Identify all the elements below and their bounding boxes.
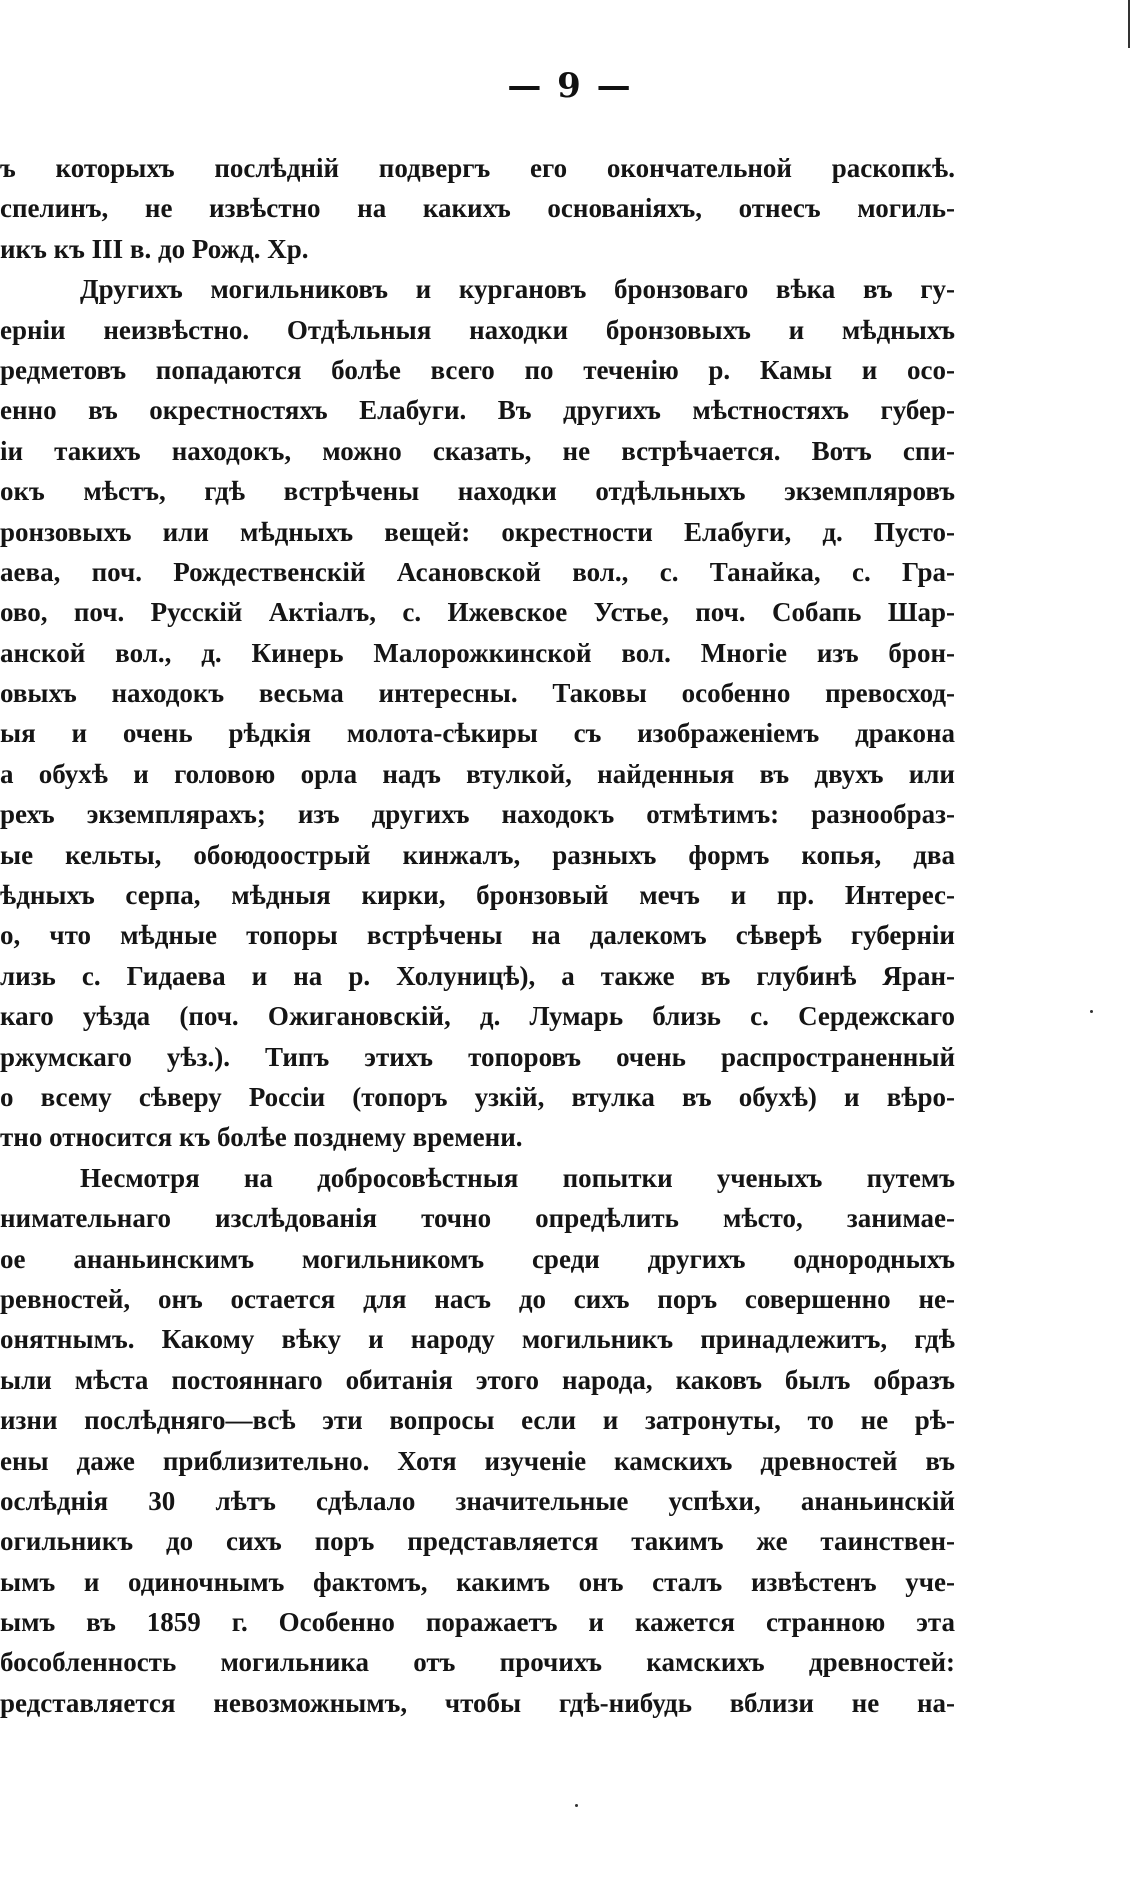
text-line: тно относится къ болѣе позднему времени.: [0, 1122, 523, 1153]
text-line: ово, поч. Русскій Актіалъ, с. Ижевское Устье, поч. Собапь Шар-: [0, 597, 955, 628]
text-line: ронзовыхъ или мѣдныхъ вещей: окрестности Елабуги, д. Пусто-: [0, 516, 955, 547]
text-line: ерніи неизвѣстно. Отдѣльныя находки бронзовыхъ и мѣдныхъ: [0, 314, 955, 345]
text-line: огильникъ до сихъ поръ представляется такимъ же таинствен-: [0, 1526, 955, 1557]
text-line: іи такихъ находокъ, можно сказать, не встрѣчается. Вотъ спи-: [0, 435, 955, 466]
text-line: ые кельты, обоюдоострый кинжалъ, разныхъ формъ копья, два: [0, 839, 955, 870]
text-line: аева, поч. Рождественскій Асановской вол., с. Танайка, с. Гра-: [0, 556, 955, 587]
text-line: ыя и очень рѣдкія молота-сѣкиры съ изображеніемъ дракона: [0, 718, 955, 749]
body-text: [0, 148, 955, 1723]
text-line: ъ которыхъ послѣдній подвергъ его окончательной раскопкѣ.: [0, 153, 955, 183]
page-edge-line: [1128, 0, 1130, 48]
page-number: — 9 —: [507, 66, 633, 106]
text-line: ржумскаго уѣз.). Типъ этихъ топоровъ очень распространенный: [0, 1041, 955, 1072]
text-line: анской вол., д. Кинерь Малорожкинской вол. Многіе изъ брон-: [0, 637, 955, 668]
print-speck: [1090, 1010, 1093, 1013]
text-line: ены даже приблизительно. Хотя изученіе камскихъ древностей въ: [0, 1445, 955, 1476]
text-line: о, что мѣдные топоры встрѣчены на далекомъ сѣверѣ губерніи: [0, 920, 955, 951]
text-line: ревностей, онъ остается для насъ до сихъ поръ совершенно не-: [0, 1283, 955, 1314]
print-speck: [575, 1804, 578, 1807]
text-line: ѣдныхъ серпа, мѣдныя кирки, бронзовый мечъ и пр. Интерес-: [0, 880, 955, 911]
text-line: икъ къ III в. до Рожд. Хр.: [0, 233, 309, 264]
text-line: каго уѣзда (поч. Ожигановскій, д. Лумарь близь с. Сердежскаго: [0, 1001, 955, 1032]
text-line: Другихъ могильниковъ и кургановъ бронзоваго вѣка въ гу-: [80, 274, 955, 305]
text-line: спелинъ, не извѣстно на какихъ основаніяхъ, отнесъ могиль-: [0, 193, 955, 224]
text-line: а обухѣ и головою орла надъ втулкой, найденныя въ двухъ или: [0, 758, 955, 789]
text-line: рехъ экземплярахъ; изъ другихъ находокъ отмѣтимъ: разнообраз-: [0, 799, 955, 830]
text-line: онятнымъ. Какому вѣку и народу могильникъ принадлежитъ, гдѣ: [0, 1324, 955, 1355]
text-line: о всему сѣверу Россіи (топоръ узкій, втулка въ обухѣ) и вѣро-: [0, 1081, 955, 1112]
text-line: изни послѣдняго—всѣ эти вопросы если и затронуты, то не рѣ-: [0, 1405, 955, 1436]
text-line: редметовъ попадаются болѣе всего по теченію р. Камы и осо-: [0, 354, 955, 385]
text-line: нимательнаго изслѣдованія точно опредѣлить мѣсто, занимае-: [0, 1203, 955, 1234]
text-line: енно въ окрестностяхъ Елабуги. Въ другихъ мѣстностяхъ губер-: [0, 395, 955, 426]
text-line: ымъ и одиночнымъ фактомъ, какимъ онъ сталъ извѣстенъ уче-: [0, 1566, 955, 1597]
text-line: Несмотря на добросовѣстныя попытки ученыхъ путемъ: [80, 1162, 955, 1193]
text-line: овыхъ находокъ весьма интересны. Таковы особенно превосход-: [0, 678, 955, 709]
text-line: ое ананьинскимъ могильникомъ среди другихъ однородныхъ: [0, 1243, 955, 1274]
text-line: ыли мѣста постояннаго обитанія этого народа, каковъ былъ образъ: [0, 1364, 955, 1395]
text-line: ослѣднія 30 лѣтъ сдѣлало значительные успѣхи, ананьинскій: [0, 1485, 955, 1516]
text-line: ымъ въ 1859 г. Особенно поражаетъ и кажется странною эта: [0, 1607, 955, 1638]
text-line: окъ мѣстъ, гдѣ встрѣчены находки отдѣльныхъ экземпляровъ: [0, 476, 955, 507]
text-line: бособленность могильника отъ прочихъ камскихъ древностей:: [0, 1647, 955, 1678]
text-line: редставляется невозможнымъ, чтобы гдѣ-нибудь вблизи не на-: [0, 1687, 955, 1718]
text-line: лизь с. Гидаева и на р. Холуницѣ), а также въ глубинѣ Яран-: [0, 960, 955, 991]
